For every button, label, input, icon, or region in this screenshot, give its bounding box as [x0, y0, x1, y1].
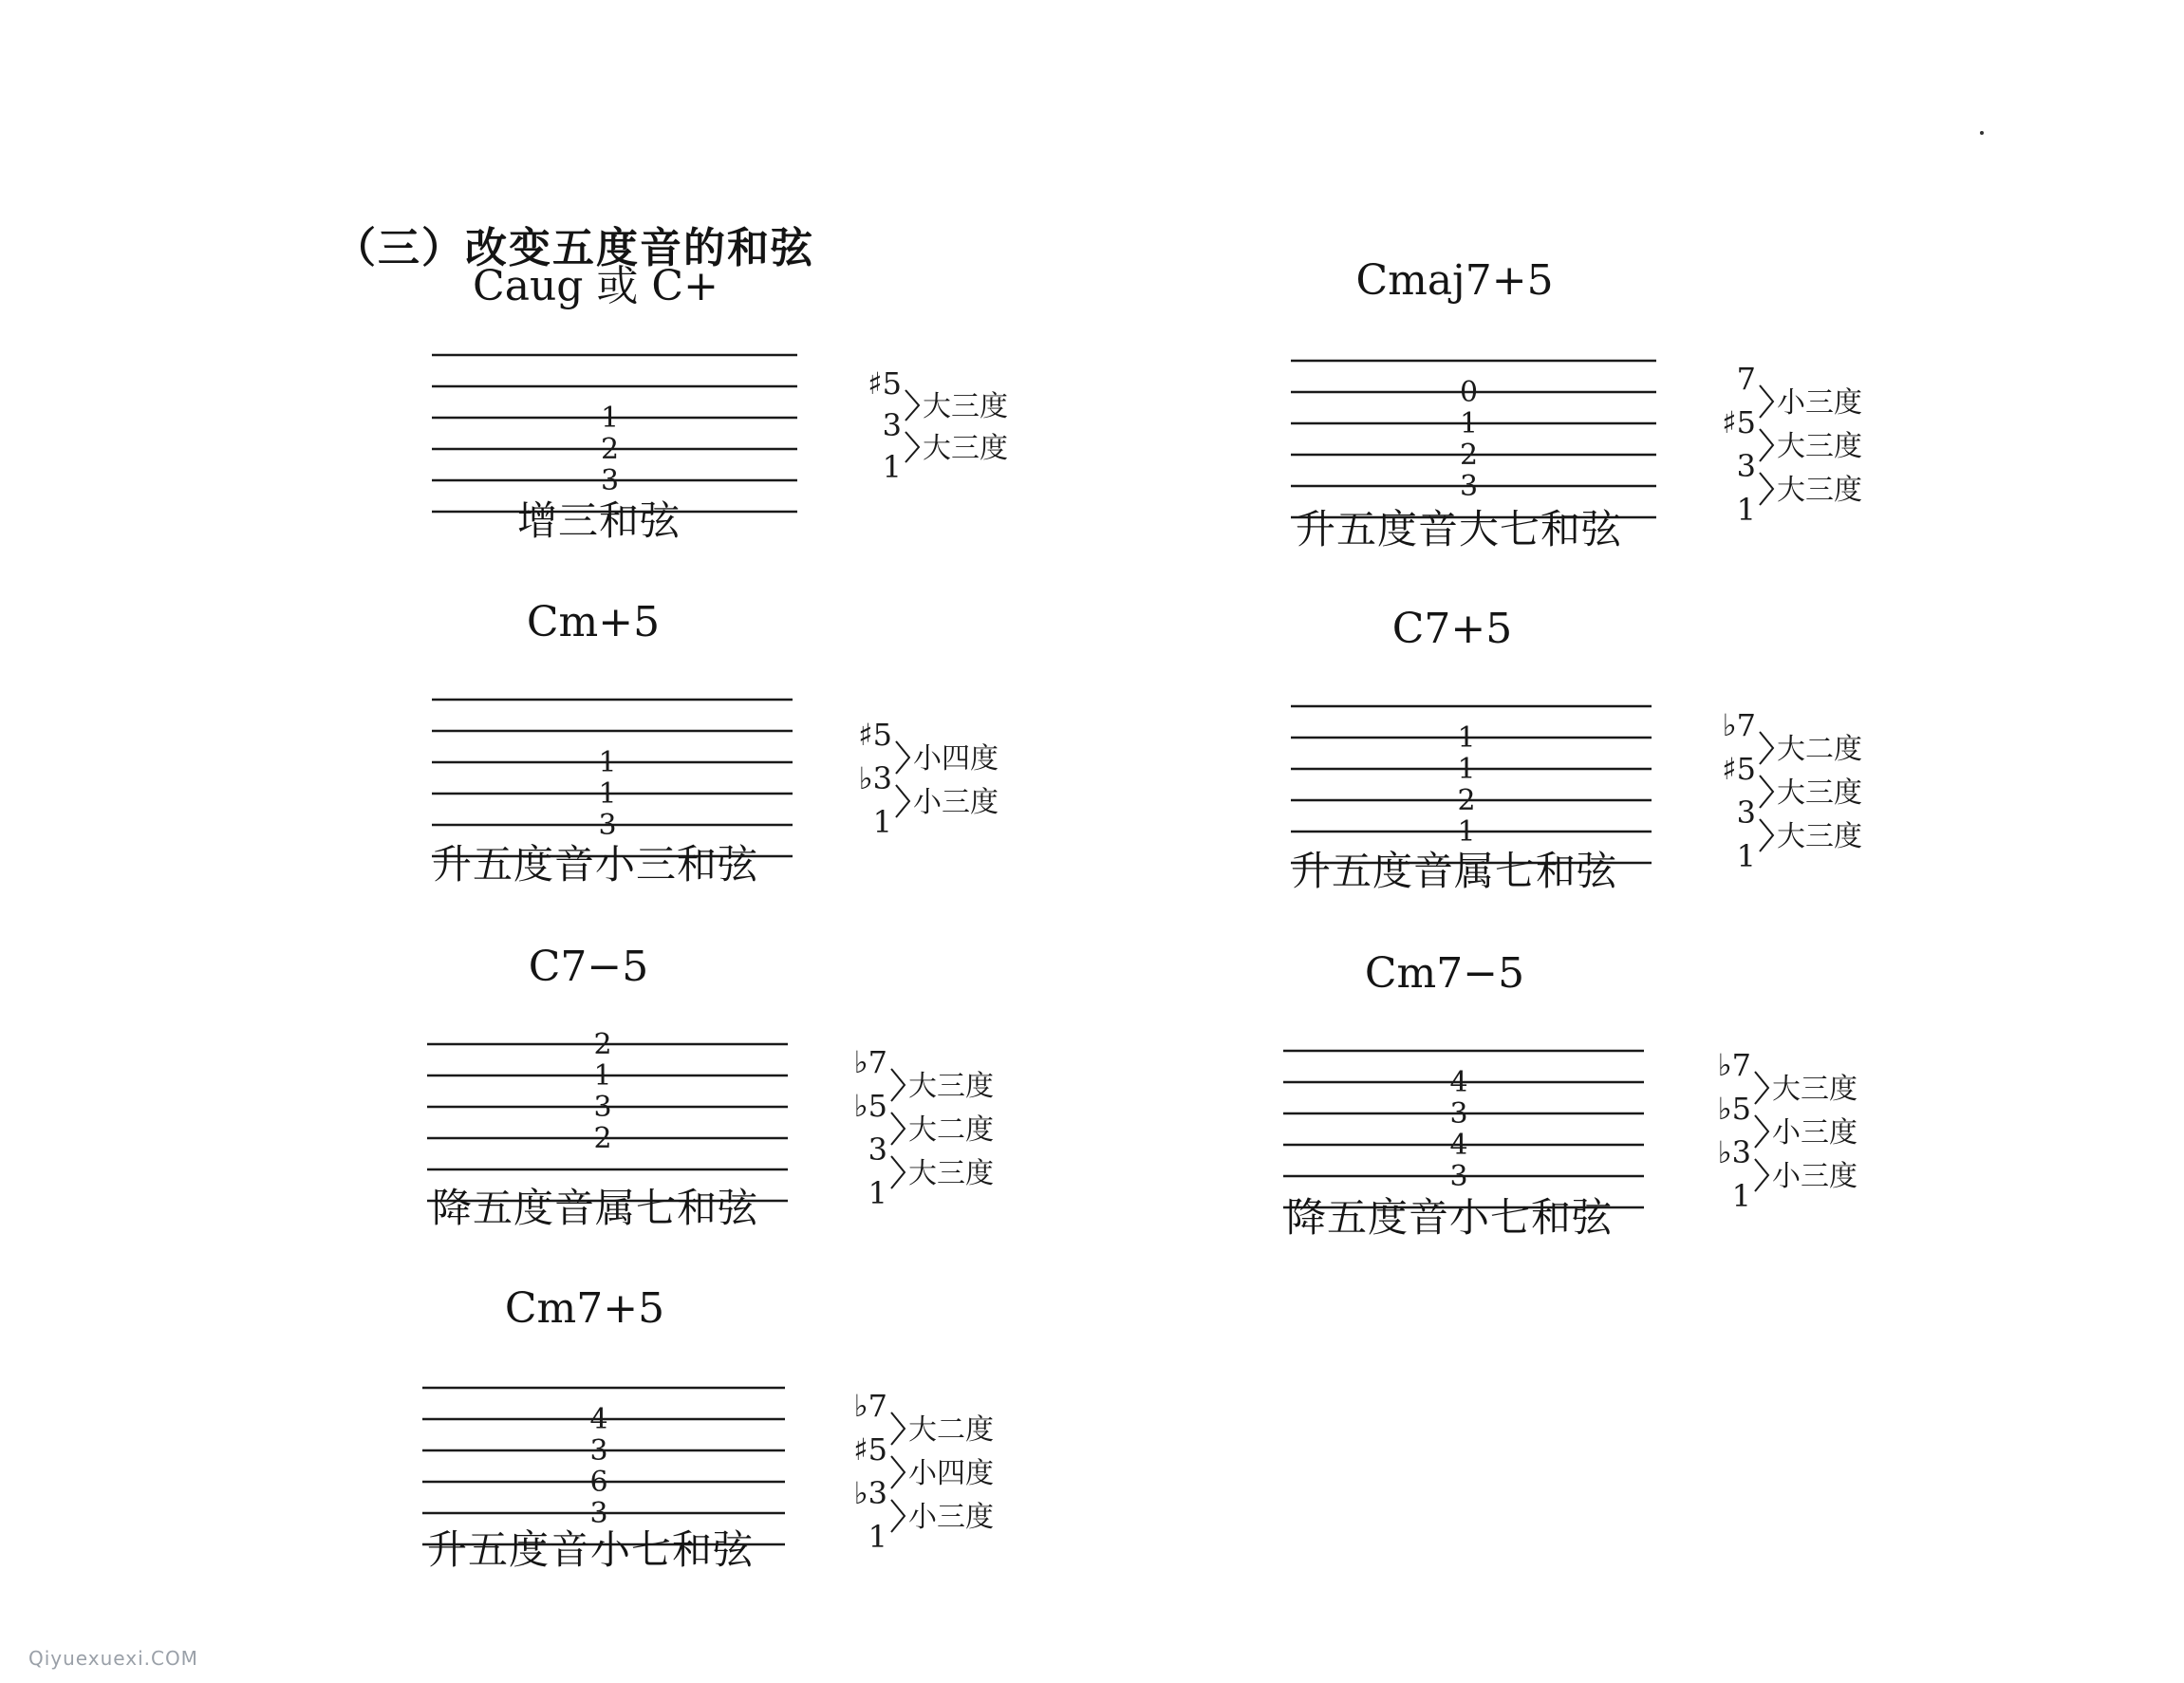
fret-number: 3 [593, 1091, 612, 1124]
interval-bracket [1760, 429, 1773, 461]
interval-diagram [858, 717, 1035, 861]
fret-number: 1 [1459, 407, 1479, 440]
interval-bracket [1760, 819, 1773, 851]
fret-number: 3 [589, 1434, 608, 1468]
interval-bracket [905, 432, 919, 462]
interval-label: 小三度 [1777, 386, 1862, 420]
fret-number: 2 [600, 433, 620, 466]
interval-bracket [1755, 1115, 1768, 1148]
chord-tone: 1 [1736, 492, 1756, 528]
fret-number: 4 [1449, 1129, 1468, 1162]
chord-tone: ♯5 [858, 717, 892, 753]
chord-tone: ♯5 [1722, 751, 1756, 787]
fret-number: 3 [600, 464, 620, 497]
chord-name: 升五度音大七和弦 [1296, 506, 1623, 552]
chord-tone: 1 [882, 449, 902, 485]
watermark: Qiyuexuexi.COM [28, 1647, 198, 1670]
interval-bracket [891, 1069, 905, 1101]
fret-number: 2 [593, 1122, 612, 1155]
chord-tone: 3 [1736, 795, 1756, 831]
chord-tone: 1 [868, 1175, 887, 1211]
chord-tone: ♭7 [1717, 1047, 1751, 1083]
chord-tone: ♯5 [1722, 404, 1756, 440]
interval-label: 小四度 [913, 742, 999, 776]
chord-tone: ♭3 [858, 760, 892, 796]
chord-name: 升五度音小七和弦 [427, 1526, 755, 1573]
fret-number: 3 [598, 809, 617, 842]
fret-number: 1 [598, 777, 617, 811]
chord-title: Cm7−5 [1364, 949, 1525, 998]
chord-name: 增三和弦 [517, 497, 681, 544]
fret-number: 2 [593, 1028, 612, 1061]
chord-tone: 3 [882, 407, 902, 443]
section-heading: （三）改变五度音的和弦 [334, 224, 814, 272]
chord-tone: ♭5 [853, 1088, 887, 1124]
interval-bracket [891, 1456, 905, 1488]
interval-label: 小四度 [908, 1457, 994, 1490]
chord-tone: 3 [1736, 448, 1756, 484]
fret-number: 3 [1459, 470, 1479, 503]
interval-bracket [891, 1500, 905, 1532]
chord-tone: 1 [868, 1519, 887, 1555]
fret-number: 3 [1449, 1160, 1468, 1193]
interval-diagram [1722, 707, 1898, 895]
fret-number: 2 [1459, 439, 1479, 472]
chord-tone: ♭7 [853, 1388, 887, 1424]
chord-name: 降五度音属七和弦 [432, 1185, 759, 1231]
fret-number: 0 [1459, 376, 1479, 409]
interval-diagram [1722, 361, 1898, 549]
interval-bracket [1755, 1072, 1768, 1104]
interval-label: 大二度 [908, 1113, 994, 1147]
interval-bracket [896, 741, 909, 774]
interval-label: 大二度 [1777, 733, 1862, 766]
interval-label: 大三度 [1777, 820, 1862, 853]
interval-label: 大三度 [1777, 430, 1862, 463]
interval-bracket [1760, 473, 1773, 505]
interval-diagram [868, 365, 1044, 504]
chord-tone: 1 [1731, 1178, 1751, 1214]
interval-bracket [1760, 732, 1773, 764]
chord-tone: 1 [872, 804, 892, 840]
fret-number: 2 [1457, 784, 1476, 817]
interval-label: 小三度 [913, 786, 999, 819]
chord-tone: ♯5 [868, 365, 902, 402]
fret-number: 6 [589, 1466, 608, 1499]
interval-label: 小三度 [1772, 1116, 1857, 1150]
chord-title: Cm7+5 [504, 1284, 665, 1333]
fret-number: 1 [1457, 721, 1476, 755]
chord-title: Cm+5 [526, 598, 661, 646]
interval-label: 小三度 [1772, 1160, 1857, 1193]
chord-tone: ♭3 [1717, 1134, 1751, 1170]
fret-number: 4 [1449, 1066, 1468, 1099]
interval-bracket [891, 1113, 905, 1145]
interval-label: 大二度 [908, 1413, 994, 1447]
interval-label: 大三度 [1777, 474, 1862, 507]
chord-tone: ♯5 [853, 1431, 887, 1468]
interval-bracket [905, 390, 919, 421]
chord-title: Caug 或 C+ [473, 262, 719, 310]
fret-number: 4 [589, 1403, 608, 1436]
fret-number: 3 [589, 1497, 608, 1530]
interval-label: 大三度 [923, 432, 1008, 465]
chord-tone: 3 [868, 1131, 887, 1168]
interval-diagram [1717, 1047, 1894, 1235]
chord-tone: ♭5 [1717, 1091, 1751, 1127]
chord-title: C7+5 [1391, 605, 1513, 653]
chord-title: Cmaj7+5 [1355, 256, 1554, 305]
interval-diagram [853, 1388, 1030, 1576]
interval-label: 大三度 [1772, 1073, 1857, 1106]
interval-label: 大三度 [908, 1157, 994, 1190]
chord-tone: 7 [1736, 361, 1756, 397]
chord-name: 降五度音小七和弦 [1286, 1194, 1614, 1241]
chord-tone: ♭7 [1722, 707, 1756, 743]
fret-number: 1 [1457, 815, 1476, 849]
chord-name: 升五度音小三和弦 [432, 841, 759, 888]
fret-number: 1 [593, 1059, 612, 1093]
interval-label: 大三度 [923, 390, 1008, 423]
interval-bracket [891, 1412, 905, 1445]
interval-label: 小三度 [908, 1501, 994, 1534]
interval-bracket [896, 785, 909, 817]
fret-number: 3 [1449, 1097, 1468, 1131]
interval-label: 大三度 [1777, 776, 1862, 810]
interval-diagram [853, 1044, 1030, 1232]
chord-tone: ♭7 [853, 1044, 887, 1080]
interval-bracket [1760, 776, 1773, 808]
chord-tone: ♭3 [853, 1475, 887, 1511]
interval-bracket [1755, 1159, 1768, 1191]
fret-number: 1 [598, 746, 617, 779]
fret-number: 1 [600, 402, 620, 435]
interval-bracket [891, 1156, 905, 1188]
stray-dot [1980, 131, 1984, 135]
fret-number: 1 [1457, 753, 1476, 786]
interval-bracket [1760, 385, 1773, 418]
chord-title: C7−5 [528, 943, 649, 991]
interval-label: 大三度 [908, 1070, 994, 1103]
chord-tone: 1 [1736, 838, 1756, 874]
chord-name: 升五度音属七和弦 [1291, 848, 1618, 894]
